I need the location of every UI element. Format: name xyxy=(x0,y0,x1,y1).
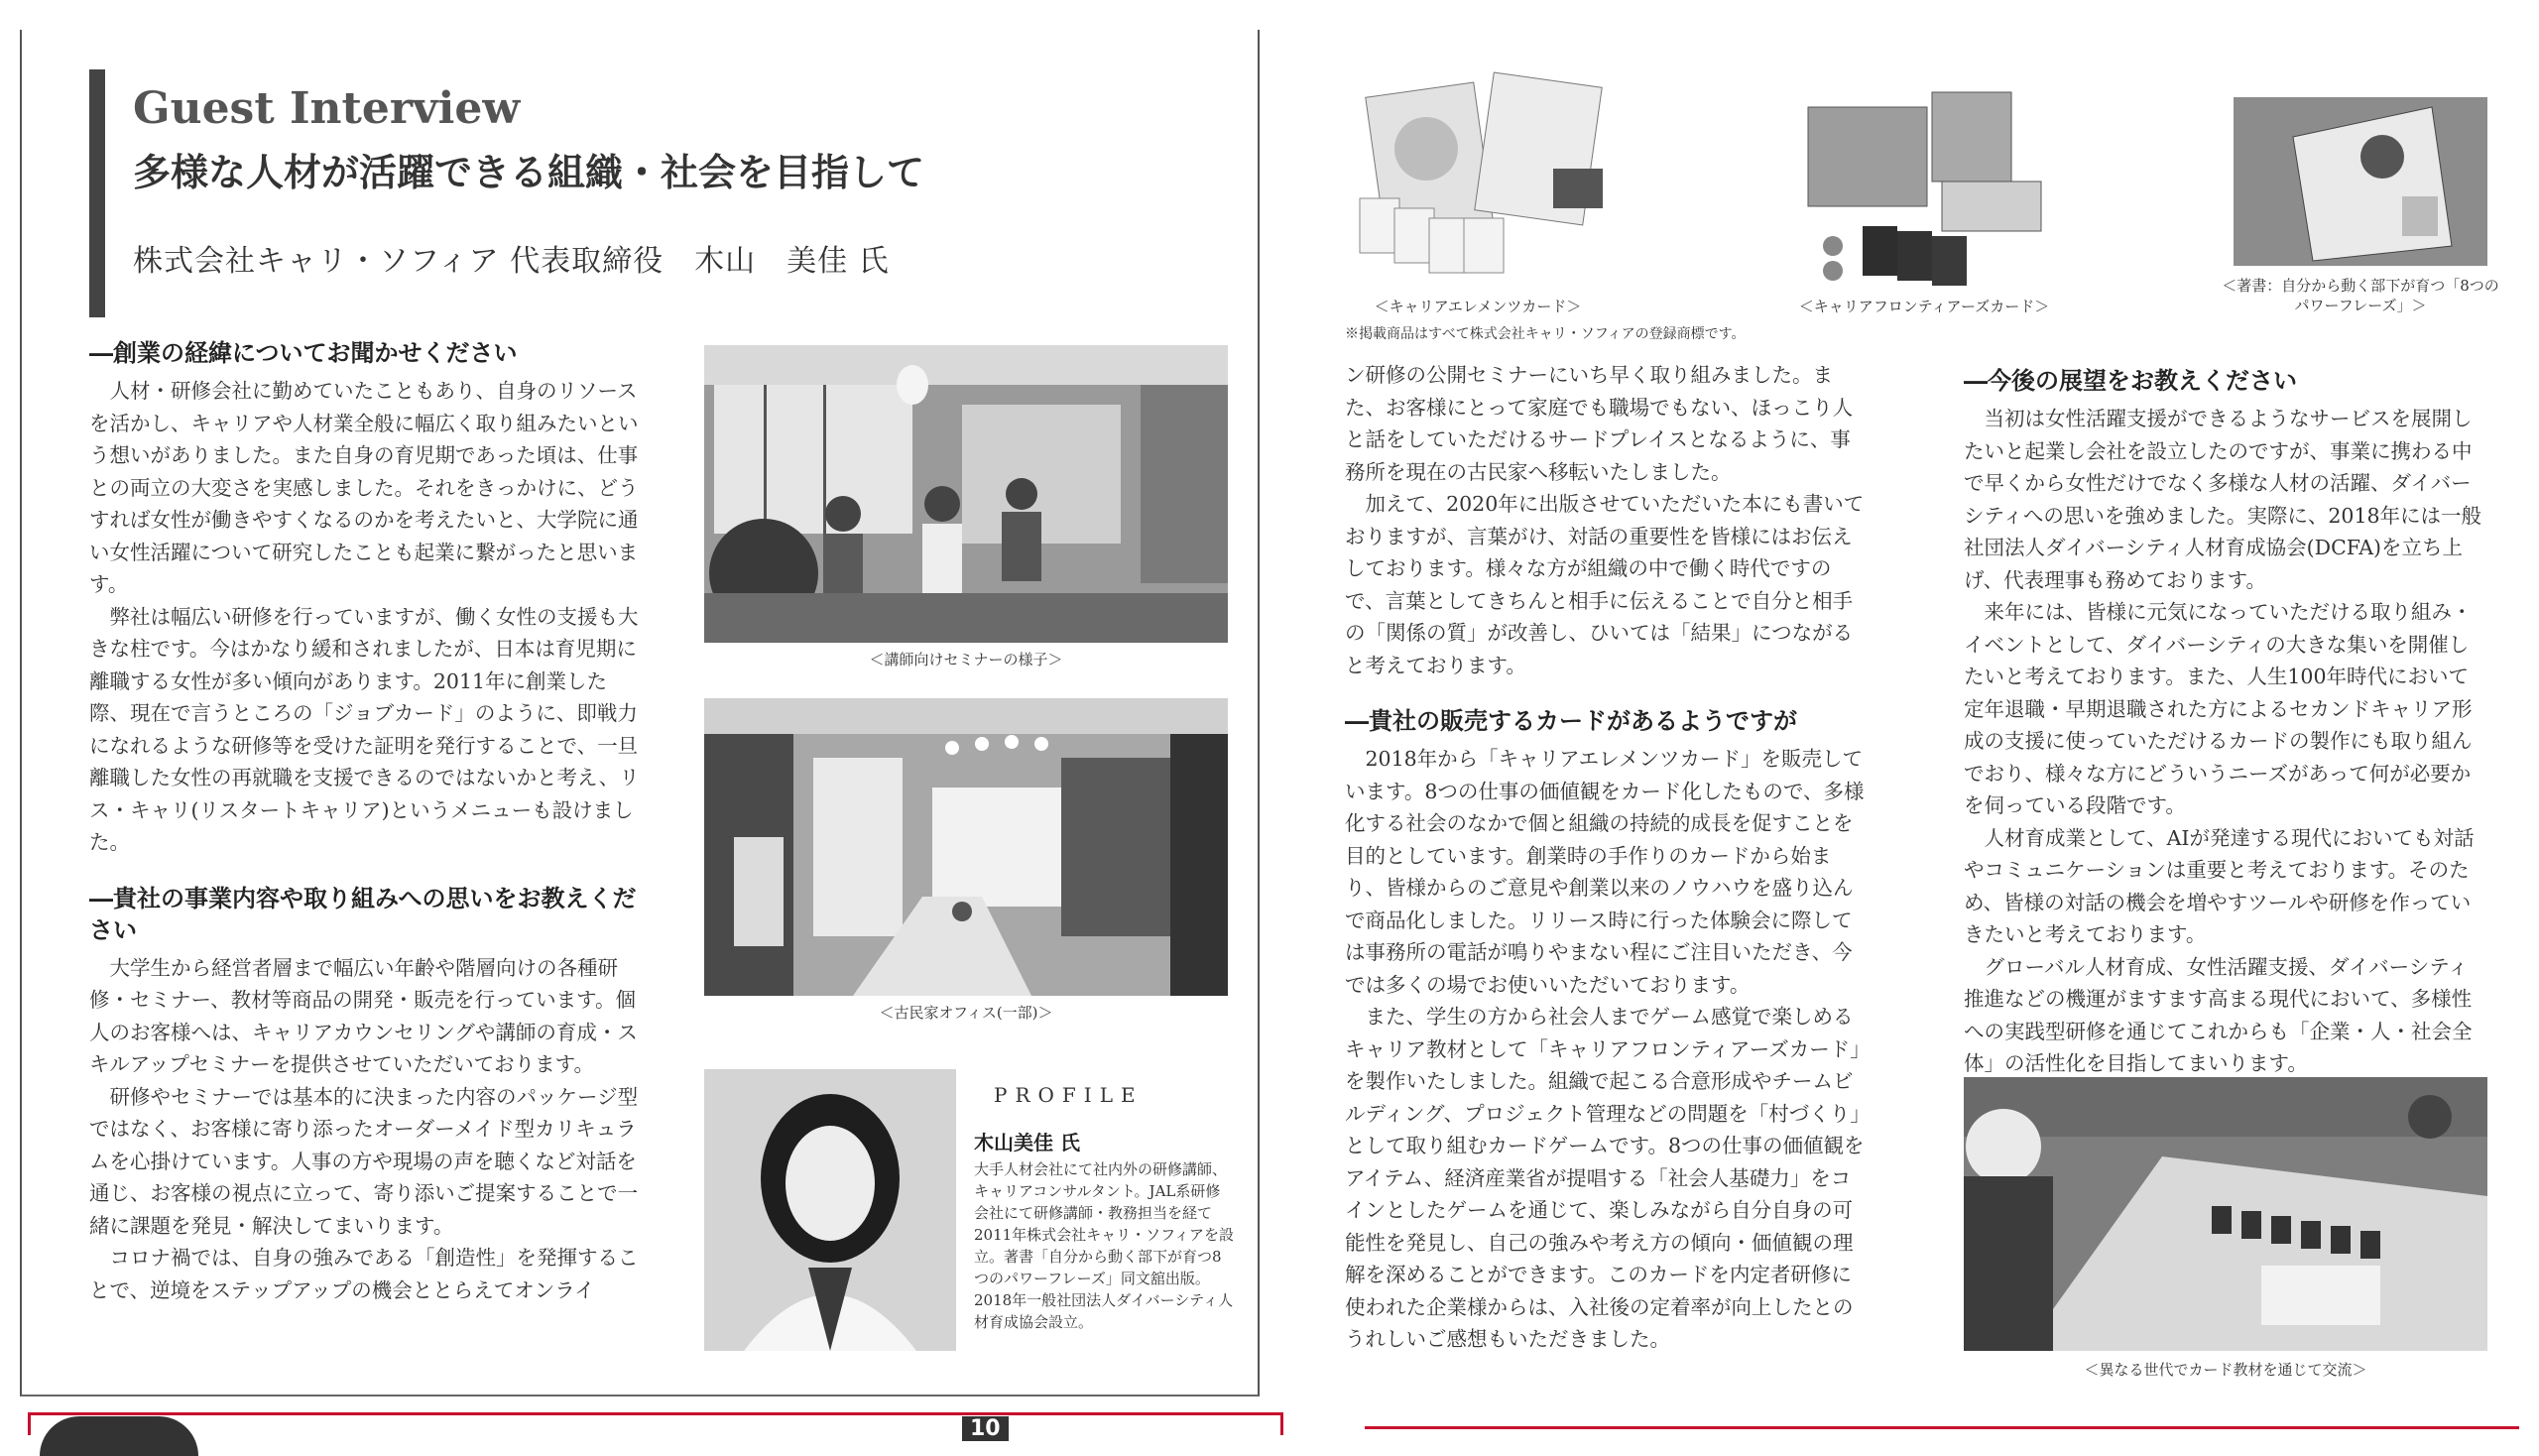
paragraph: 当初は女性活躍支援ができるようなサービスを展開したいと起業し会社を設立したのですが、事業に携わる中で早くから女性だけでなく多様な人材の活躍、ダイバーシティへの思いを強めました。実際に、2018年には一般社団法人ダイバーシティ人材育成協会(DCFA)を立ち上げ、代表理事も務めております。 xyxy=(1964,407,2482,592)
paragraph: 人材・研修会社に勤めていたこともあり、自身のリソースを活かし、キャリアや人材業全般に幅広く取り組みたいという想いがありました。また自身の育児期であった頃は、仕事との両立の大変さを実感しました。それをきっかけに、どうすれば女性が働きやすくなるのかを考えたいと、大学院に通い女性活躍について研究したことも起業に繋がったと思います。 xyxy=(89,379,639,596)
paragraph: また、学生の方から社会人までゲーム感覚で楽しめるキャリア教材として「キャリアフロンティアーズカード」を製作いたしました。組織で起こる合意形成やチームビルディング、プロジェクト管理などの問題を「村づくり」として取り組むカードゲームです。8つの仕事の価値観をアイテム、経済産業省が提唱する「社会人基礎力」をコインとしたゲームを通じて、楽しみながら自分自身の可能性を発見し、自己の強みや考え方の傾向・価値観の理解を深めることができます。このカードを内定者研修に使われた企業様からは、入社後の定着率が向上したとのうれしいご感想もいただきました。 xyxy=(1345,1005,1865,1351)
seminar-photo-caption: ＜講師向けセミナーの様子＞ xyxy=(869,651,1063,668)
footer-bar-left xyxy=(28,1412,1283,1435)
book-caption: ＜著書：自分から動く部下が育つ「8つのパワーフレーズ」＞ xyxy=(2222,277,2499,314)
career-frontiers-card-image xyxy=(1803,87,2051,286)
office-photo xyxy=(704,698,1228,996)
paragraph: コロナ禍では、自身の強みである「創造性」を発揮することで、逆境をステップアップの機会ととらえてオンライ xyxy=(89,1246,639,1302)
career-elements-card-image xyxy=(1355,69,1613,278)
profile-bio: 大手人材会社にて社内外の研修講師、キャリアコンサルタント。JAL系研修会社にて研修講師・教務担当を経て2011年株式会社キャリ・ソフィアを設立。著書「自分から動く部下が育つ8つのパワーフレーズ」同文舘出版。2018年一般社団法人ダイバーシティ人材育成協会設立。 xyxy=(974,1160,1234,1331)
paragraph: グローバル人材育成、女性活躍支援、ダイバーシティ推進などの機運がますます高まる現代において、多様性への実践型研修を通じてこれからも「企業・人・社会全体」の活性化を目指してまいります。 xyxy=(1964,954,2473,1075)
page-number: 10 xyxy=(962,1416,1009,1441)
paragraph: 人材育成業として、AIが発達する現代においても対話やコミュニケーションは重要と考えております。そのため、皆様の対話の機会を増やすツールや研修を作っていきたいと考えております。 xyxy=(1964,825,2475,946)
question-heading: ―今後の展望をお教えください xyxy=(1964,366,2297,395)
section-label: Guest Interview xyxy=(133,83,521,134)
right-page xyxy=(1289,30,2529,1396)
profile-name: 木山美佳 氏 xyxy=(974,1131,1080,1154)
interview-headline: 多様な人材が活躍できる組織・社会を目指して xyxy=(133,150,925,194)
paragraph: 2018年から「キャリアエレメンツカード」を販売しています。8つの仕事の価値観をカード化したもので、多様化する社会のなかで個と組織の持続的成長を促すことを目的としています。創業時の手作りのカードから始まり、皆様からのご意見や創業以来のノウハウを盛り込んで商品化しました。リリース時に行った体験会に際しては事務所の電話が鳴りやまない程にご注目いただき、今では多くの場でお使いいただいております。 xyxy=(1345,747,1865,997)
paragraph: 弊社は幅広い研修を行っていますが、働く女性の支援も大きな柱です。今はかなり緩和されましたが、日本は育児期に離職する女性が多い傾向があります。2011年に創業した際、現在で言うところの「ジョブカード」のように、即戦力になれるような研修等を受けた証明を発行することで、一旦離職した女性の再就職を支援できるのではないかと考え、リス・キャリ(リスタートキャリア)というメニューも設けました。 xyxy=(89,604,640,854)
question-heading: ―貴社の販売するカードがあるようですが xyxy=(1345,706,1797,735)
paragraph: 研修やセミナーでは基本的に決まった内容のパッケージ型ではなく、お客様に寄り添ったオーダーメイド型カリキュラムを心掛けています。人事の方や現場の声を聴くなど対話を通じ、お客様の視点に立って、寄り添いご提案することで一緒に課題を発見・解決してまいります。 xyxy=(89,1084,639,1238)
book-image xyxy=(2234,97,2487,266)
interview-title-block xyxy=(89,69,1180,317)
paragraph: 大学生から経営者層まで幅広い年齢や階層向けの各種研修・セミナー、教材等商品の開発・販売を行っています。個人のお客様へは、キャリアカウンセリングや講師の育成・スキルアップセミナーを提供させていただいております。 xyxy=(89,955,638,1076)
footer-emblem xyxy=(40,1416,198,1456)
seminar-photo xyxy=(704,345,1228,643)
exchange-photo-caption: ＜異なる世代でカード教材を通じて交流＞ xyxy=(2084,1361,2367,1379)
portrait-photo xyxy=(704,1069,956,1351)
interviewee-name: 株式会社キャリ・ソフィア 代表取締役 木山 美佳 氏 xyxy=(133,244,890,279)
left-page xyxy=(20,30,1260,1396)
paragraph: ン研修の公開セミナーにいち早く取り組みました。また、お客様にとって家庭でも職場でもない、ほっこり人と話をしていただけるサードプレイスとなるように、事務所を現在の古民家へ移転いたしました。 xyxy=(1345,363,1854,484)
office-photo-caption: ＜古民家オフィス(一部)＞ xyxy=(879,1004,1053,1022)
paragraph: 加えて、2020年に出版させていただいた本にも書いておりますが、言葉がけ、対話の重要性を皆様にはお伝えしております。様々な方が組織の中で働く時代ですので、言葉としてきちんと相手に伝えることで自分と相手の「関係の質」が改善し、ひいては「結果」につながると考えております。 xyxy=(1345,492,1865,677)
right-text-column xyxy=(1964,365,2487,1080)
footer-bar-right xyxy=(1365,1426,2519,1449)
middle-text-column xyxy=(1345,359,1866,1356)
paragraph: 来年には、皆様に元気になっていただける取り組み・イベントとして、ダイバーシティの大きな集いを開催したいと考えております。また、人生100年時代において定年退職・早期退職された方によるセカンドキャリア形成の支援に使っていただけるカードの製作にも取り組んでおり、様々な方にどういうニーズがあって何が必要かを伺っている段階です。 xyxy=(1964,600,2473,817)
cards2-caption: ＜キャリアフロンティアーズカード＞ xyxy=(1798,298,2050,315)
left-text-column xyxy=(89,337,640,1306)
question-heading: ―貴社の事業内容や取り組みへの思いをお教えください xyxy=(89,883,637,944)
question-heading: ―創業の経緯についてお聞かせください xyxy=(89,338,518,367)
cards1-caption: ＜キャリアエレメンツカード＞ xyxy=(1374,298,1582,315)
profile-heading: PROFILE xyxy=(994,1083,1144,1107)
trademark-note: ※掲載商品はすべて株式会社キャリ・ソフィアの登録商標です。 xyxy=(1345,326,1746,342)
card-exchange-photo xyxy=(1964,1077,2487,1351)
